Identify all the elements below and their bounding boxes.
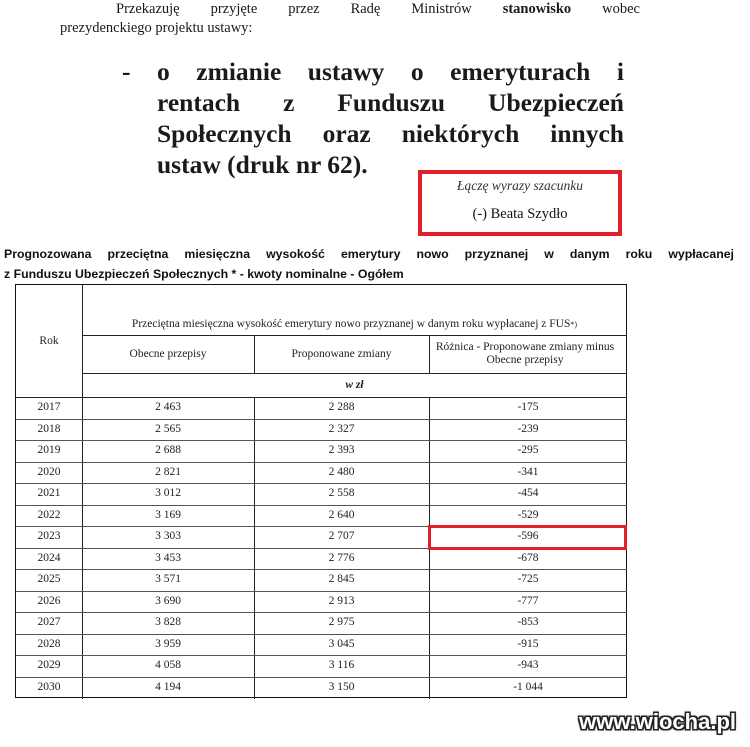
heading-word: miesięczna (184, 247, 251, 261)
cell-difference: -529 (517, 508, 539, 521)
cell-current: 2 821 (155, 465, 181, 478)
intro-word: przez (288, 1, 320, 17)
group-header-footnote: *) (570, 319, 578, 329)
bill-word: i (616, 57, 624, 86)
table-heading (4, 244, 734, 284)
heading-word: roku (625, 247, 653, 261)
bill-word: ustawy (307, 57, 385, 86)
cell-difference: -777 (517, 594, 539, 607)
intro-word: wobec (602, 1, 640, 17)
cell-difference: -454 (517, 487, 539, 500)
bill-line-2 (122, 87, 624, 118)
cell-difference: -596 (517, 530, 539, 543)
intro-line-2: prezydenckiego projektu ustawy: (60, 20, 253, 36)
bill-word: Ubezpieczeń (488, 88, 624, 117)
intro-word: Przekazuję (116, 1, 180, 17)
group-header-text: Przeciętna miesięczna wysokość emerytury nowo przyznanej w danym roku wypłacanej z FUS (131, 317, 571, 330)
cell-proposed: 2 845 (328, 573, 355, 586)
row-divider (16, 419, 627, 420)
cell-proposed: 2 480 (328, 465, 355, 478)
cell-current: 3 453 (155, 551, 181, 564)
row-divider (16, 569, 627, 570)
intro-bold-word: stanowisko (502, 1, 572, 17)
signature: (-) Beata Szydło (472, 206, 568, 222)
cell-year: 2028 (37, 637, 61, 650)
col-header-current: Obecne przepisy (129, 347, 207, 360)
cell-year: 2020 (37, 465, 61, 478)
cell-current: 3 690 (155, 594, 181, 607)
cell-current: 3 012 (155, 487, 181, 500)
unit-label: w zł (345, 378, 364, 391)
divider (82, 335, 627, 336)
bill-word: emeryturach (450, 57, 591, 86)
table-heading-line-1 (4, 244, 734, 264)
table-heading-line-2: z Funduszu Ubezpieczeń Społecznych * - kwoty nominalne - Ogółem (4, 267, 404, 281)
bill-word: z (283, 88, 295, 117)
row-divider (16, 483, 627, 484)
bill-word: o (157, 57, 170, 86)
cell-difference: -295 (517, 444, 539, 457)
col-group-header (82, 313, 627, 335)
bill-word: rentach (157, 88, 241, 117)
bill-word: oraz (322, 119, 371, 148)
divider (429, 335, 430, 373)
intro-word: Ministrów (411, 1, 472, 17)
cell-proposed: 2 393 (328, 444, 355, 457)
cell-year: 2025 (37, 573, 61, 586)
bill-word: Funduszu (337, 88, 446, 117)
row-divider (16, 677, 627, 678)
heading-word: danym (569, 247, 610, 261)
row-divider (16, 655, 627, 656)
cell-proposed: 2 776 (328, 551, 355, 564)
cell-current: 3 828 (155, 616, 181, 629)
bill-dash: - (122, 57, 131, 86)
row-divider (16, 634, 627, 635)
cell-proposed: 3 045 (328, 637, 355, 650)
row-divider (16, 505, 627, 506)
intro-word: przyjęte (210, 1, 258, 17)
cell-difference: -853 (517, 616, 539, 629)
cell-year: 2021 (37, 487, 61, 500)
cell-year: 2018 (37, 422, 61, 435)
cell-current: 3 959 (155, 637, 181, 650)
site-watermark: www.wiocha.pl (579, 709, 736, 734)
col-header-rok: Rok (39, 334, 59, 347)
cell-proposed: 2 640 (328, 508, 355, 521)
bill-word: innych (550, 119, 624, 148)
bill-line-4: ustaw (druk nr 62). (157, 150, 368, 179)
cell-proposed: 2 913 (328, 594, 355, 607)
cell-year: 2022 (37, 508, 61, 521)
cell-proposed: 2 288 (328, 401, 355, 414)
cell-current: 3 303 (155, 530, 181, 543)
cell-difference: -175 (517, 401, 539, 414)
letter-intro (60, 0, 640, 38)
bill-line-3 (122, 118, 624, 149)
cell-year: 2026 (37, 594, 61, 607)
bill-line-1 (122, 56, 624, 87)
cell-difference: -678 (517, 551, 539, 564)
row-divider (16, 462, 627, 463)
bill-word: Społecznych (157, 119, 292, 148)
heading-word: wysokość (266, 247, 325, 261)
divider (82, 373, 627, 374)
divider (254, 335, 255, 373)
cell-difference: -943 (517, 659, 539, 672)
cell-proposed: 2 558 (328, 487, 355, 500)
heading-word: w (544, 247, 554, 261)
heading-word: wypłacanej (668, 247, 734, 261)
cell-current: 2 565 (155, 422, 181, 435)
bill-word: niektórych (401, 119, 520, 148)
cell-difference: -915 (517, 637, 539, 650)
cell-year: 2027 (37, 616, 61, 629)
row-divider (16, 591, 627, 592)
heading-word: przyznanej (464, 247, 529, 261)
cell-year: 2030 (37, 680, 61, 693)
intro-line-1 (60, 0, 640, 19)
cell-proposed: 3 116 (328, 659, 355, 672)
closing-regards: Łączę wyrazy szacunku (457, 178, 583, 193)
row-divider (16, 612, 627, 613)
cell-difference: -1 044 (513, 680, 543, 693)
bill-word: o (410, 57, 424, 86)
cell-year: 2017 (37, 401, 61, 414)
cell-proposed: 2 707 (328, 530, 355, 543)
cell-current: 2 463 (155, 401, 181, 414)
cell-proposed: 2 975 (328, 616, 355, 629)
cell-current: 3 571 (155, 573, 181, 586)
intro-word: Radę (350, 1, 381, 17)
heading-word: emerytury (340, 247, 401, 261)
row-divider (16, 440, 627, 441)
heading-word: nowo (416, 247, 449, 261)
cell-current: 2 688 (155, 444, 181, 457)
cell-difference: -725 (517, 573, 539, 586)
cell-year: 2023 (37, 530, 61, 543)
cell-current: 3 169 (155, 508, 181, 521)
cell-difference: -239 (517, 422, 539, 435)
highlight-box-2023 (428, 525, 627, 550)
heading-word: Prognozowana (4, 247, 92, 261)
cell-proposed: 2 327 (328, 422, 355, 435)
col-header-difference: Różnica - Proponowane zmiany minus Obecne przepisy (435, 341, 615, 366)
cell-difference: -341 (517, 465, 539, 478)
cell-year: 2024 (37, 551, 61, 564)
bill-word: zmianie (196, 57, 282, 86)
cell-year: 2029 (37, 659, 61, 672)
bill-title (122, 56, 624, 180)
heading-word: przeciętna (107, 247, 169, 261)
cell-current: 4 194 (155, 680, 181, 693)
pension-table (15, 284, 627, 698)
cell-current: 4 058 (155, 659, 181, 672)
col-header-proposed: Proponowane zmiany (291, 347, 392, 360)
cell-proposed: 3 150 (328, 680, 355, 693)
cell-year: 2019 (37, 444, 61, 457)
